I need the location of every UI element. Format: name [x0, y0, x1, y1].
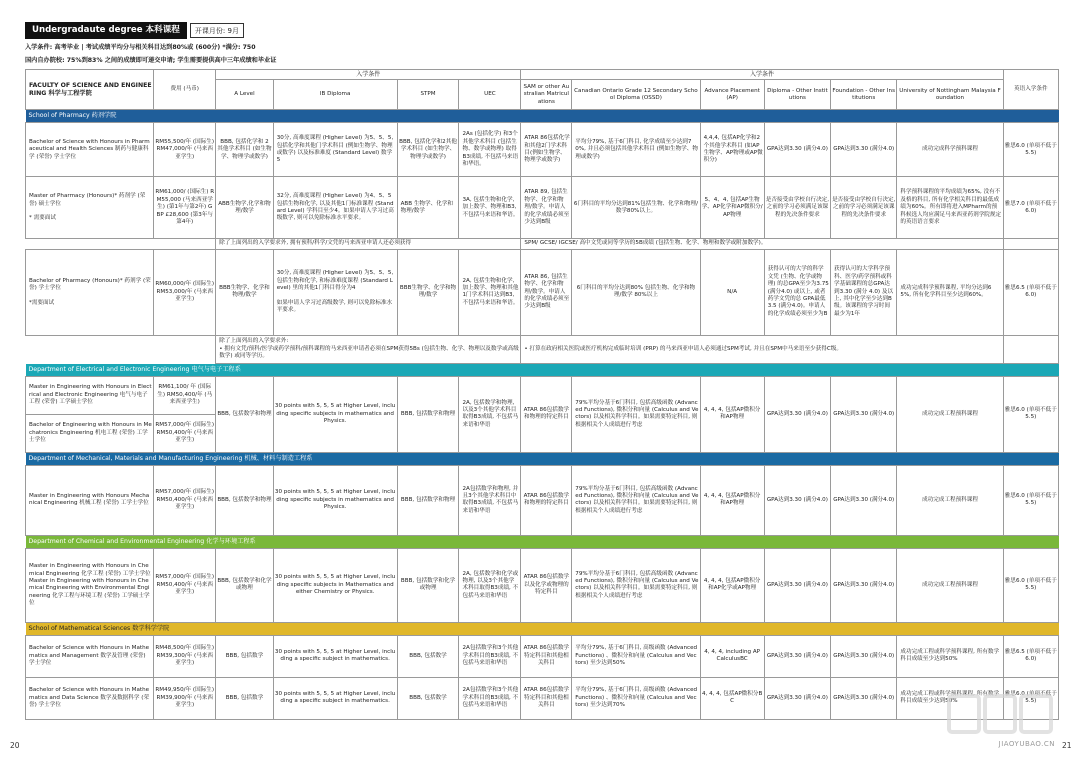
- diploma-cell: GPA达到3.30 (满分4.0): [764, 635, 830, 677]
- table-row: [26, 249, 1059, 335]
- ossd-cell: 平均分79%, 基于6门科目, 高级函数 (Advanced Functions) 、微积分和向量 (Calculus and Vectors) 至少达到70%: [572, 677, 700, 719]
- section-pharmacy: [26, 110, 1059, 123]
- sam-cell: ATAR 86包括数学和物理的特定科目: [521, 376, 572, 452]
- fee-cell: RM57,000/年 (国际生) RM50,400/年 (马来西亚学生): [154, 414, 216, 452]
- english-cell: 雅思6.0 (单项不低于5.5): [1003, 677, 1058, 719]
- stpm-cell: ABB 生物学、化学和物理/数学: [397, 177, 459, 239]
- stpm-header: STPM: [397, 80, 459, 110]
- sam-cell: ATAR 86包括化学和其他2门学术科目(例如生物学、物理学或数学): [521, 123, 572, 177]
- section-title-eee: Department of Electrical and Electronic Engineering 电气与电子工程系: [26, 363, 1059, 376]
- stpm-cell: BBB, 包括数学和物理: [397, 465, 459, 535]
- fee-cell: RM61,000/ (国际生) RM55,000 (马来西亚学生) (第1年与第2年) GBP £28,600 (第3年与 第4年): [154, 177, 216, 239]
- diploma-cell: 获得认可的大学的科学文凭 (生物、化学或物理) 的总GPA至少为3.75 (满分4.0) 或以上, 或者药学文凭的总 GPA最低3.5 (满分4.0)。申请人的化学成绩必须至少为B: [764, 249, 830, 335]
- diploma-cell: GPA达到3.30 (满分4.0): [764, 123, 830, 177]
- program-name: [26, 177, 154, 239]
- section-eee: [26, 363, 1059, 376]
- note-spacer: [26, 239, 154, 249]
- stpm-cell: BBB, 包括数学和化学或物理: [397, 548, 459, 622]
- foundation-cell: GPA达到3.30 (满分4.0): [831, 123, 897, 177]
- ib-cell: 30分, 高难度课程 (Higher Level) 为5、5、5, 包括化学和其他门学术科目 (例如生物学、物理或数学) 以及标准难度 (Standard Level) 数学5: [273, 123, 397, 177]
- program-name: Bachelor of Science with Honours in Mathematics and Data Science 数学及数据科学 (荣誉) 学士学位: [26, 677, 154, 719]
- sam-cell: ATAR 89, 包括生物学、化学和物理/数学。申请人的化学成绩必须至少达到B级: [521, 177, 572, 239]
- table-row: [26, 465, 1059, 535]
- sam-cell: ATAR 86包括数学以及化学或物理的特定科目: [521, 548, 572, 622]
- foundation-cell: 是否接受由学校自行决定, 之前的学习必须满足该课程的先决条件要求: [831, 177, 897, 239]
- diploma-cell: GPA达到3.30 (满分4.0): [764, 548, 830, 622]
- stpm-cell: BBB, 包括数学: [397, 635, 459, 677]
- foundation-cell: GPA达到3.30 (满分4.0): [831, 635, 897, 677]
- english-cell: 雅思7.0 (单项不低于6.0): [1003, 177, 1058, 239]
- program-name: Master in Engineering with Honours Mechanical Engineering 机械工程 (荣誉) 工学士学位: [26, 465, 154, 535]
- program-title-a: Master in Engineering with Honours in Chemical Engineering 化学工程 (荣誉) 工学士学位: [29, 563, 151, 577]
- note-heading: 除了上面列出的入学要求外:: [219, 338, 289, 345]
- unmf-cell: 成功完成工程预科课程: [897, 376, 1003, 452]
- ib-cell: 30 points with 5, 5, 5 at Higher Level, including a specific subject in mathematics.: [273, 677, 397, 719]
- watermark-text: JIAOYUBAO.CN: [998, 740, 1055, 748]
- uec-header: UEC: [459, 80, 521, 110]
- diploma-cell: GPA达到3.30 (满分4.0): [764, 376, 830, 452]
- section-title-pharmacy: School of Pharmacy 药剂学院: [26, 110, 1059, 123]
- sam-cell: ATAR 86包括数学特定科目和其他相关科目: [521, 635, 572, 677]
- interview-note: * 需要面试: [29, 215, 56, 222]
- ib-cell: 30 points with 5, 5, 5 at Higher Level, including specific subjects in mathematics and Physics.: [273, 465, 397, 535]
- foundation-cell: GPA达到3.30 (满分4.0): [831, 465, 897, 535]
- uec-cell: 3A, 包括生物和化学, 加上数学、物理和B3, 不包括马来语和华语。: [459, 177, 521, 239]
- ap-cell: 4, 4, 4, 包括AP微积分BC: [700, 677, 764, 719]
- stpm-cell: BBB, 包括化学和2其他学术科目 (如生物学、物理学或数学): [397, 123, 459, 177]
- a-level-cell: BBB, 包括数学: [216, 635, 274, 677]
- uec-cell: 2A, 包括数学和物理, 以及3个其他学术科目取得B3成绩, 不包括马来语和华语: [459, 376, 521, 452]
- interview-note: *需要面试: [29, 299, 55, 306]
- header-row-1: [26, 70, 1059, 80]
- program-name: Master in Engineering with Honours in Electrical and Electronic Engineering 电气与电子工程 (荣誉) 工学硕士学位: [26, 376, 154, 414]
- ib-cell: [273, 249, 397, 335]
- sam-cell: ATAR 86包括数学和物理的特定科目: [521, 465, 572, 535]
- table-row: [26, 677, 1059, 719]
- fee-cell: RM60,000/年 (国际生) RM53,000/年 (马来西亚学生): [154, 249, 216, 335]
- english-cell: 雅思6.0 (单项不低于5.5): [1003, 548, 1058, 622]
- ossd-cell: 平均分79%, 基于6门科目, 化学成绩至少达到70%, 并且必须包括其他学术科目 (例如生物学、物理或数学): [572, 123, 700, 177]
- section-mech: [26, 452, 1059, 465]
- ossd-header: Canadian Ontario Grade 12 Secondary School Diploma (OSSD): [572, 80, 700, 110]
- uec-cell: 2A, 包括数学和化学或物理, 以及3个其他学术科目取得B3成绩, 不包括马来语和华语: [459, 548, 521, 622]
- section-math: [26, 622, 1059, 635]
- ap-header: Advance Placement (AP): [700, 80, 764, 110]
- faculty-header: FACULTY OF SCIENCE AND ENGINEERING 科学与工程学院: [26, 70, 154, 110]
- program-name: [26, 249, 154, 335]
- unmf-cell: 科学预科课程的平均成绩为65%, 没有不及格的科目, 所有化学相关科目的最低成绩为60%。所有即将进入MPharm的预科候选人均应满足马来西亚药剂学院规定的英语语言要求: [897, 177, 1003, 239]
- ib-cell: 30 points with 5, 5, 5 at Higher Level, including specific subjects in mathematics and Physics.: [273, 376, 397, 452]
- a-level-cell: BBB, 包括数学: [216, 677, 274, 719]
- watermark-logo-icon: [945, 690, 1055, 740]
- ap-cell: 4, 4, 4, including AP CalculusBC: [700, 635, 764, 677]
- stpm-cell: BBB, 包括数学和物理: [397, 376, 459, 452]
- ib-cell: 30 points with 5, 5, 5 at Higher Level, including a specific subject in mathematics.: [273, 635, 397, 677]
- section-title-mech: Department of Mechanical, Materials and Manufacturing Engineering 机械、材料与制造工程系: [26, 452, 1059, 465]
- unmf-cell: 成功完成工程预科课程: [897, 548, 1003, 622]
- note-spacer: [154, 239, 216, 249]
- english-cell: 雅思6.0 (单项不低于5.5): [1003, 123, 1058, 177]
- ib-cell: 30 points with 5, 5, 5 at Higher Level, including specific subjects in Mathematics and either Chemistry or Physics.: [273, 548, 397, 622]
- pharmacy-note-3: [216, 335, 521, 363]
- a-level-cell: BBB, 包括数学和化学或物理: [216, 548, 274, 622]
- uec-cell: 2As (包括化学) 和3个其他学术科目 (包括生物、数学或物理) 取得B3成绩, 不包括马来语和华语。: [459, 123, 521, 177]
- ib-header: IB Diploma: [273, 80, 397, 110]
- ap-cell: 4,4,4, 包括AP化学和2个其他学术科目 (如AP生物学、AP物理或AP微积分): [700, 123, 764, 177]
- ap-cell: 4, 4, 4, 包括AP微积分和AP化学或AP物理: [700, 548, 764, 622]
- uec-cell: 2A包括数学和物理, 并且3个其他学术科目中取得B3成绩, 不包括马来语和华语: [459, 465, 521, 535]
- pharmacy-note-2: SPM/ GCSE/ IGCSE/ 高中文凭或同等学历的5B成绩 (包括生物、化学、物理和数学或附加数学)。: [521, 239, 1003, 249]
- sam-cell: ATAR 86包括数学特定科目和其他相关科目: [521, 677, 572, 719]
- ib-text-2: 如果申请人学习过高级数学, 则可以免除标准水平要求。: [276, 299, 393, 314]
- page-number-right: 21: [1062, 741, 1072, 750]
- english-cell: 雅思6.5 (单项不低于6.0): [1003, 249, 1058, 335]
- page-number-left: 20: [10, 741, 20, 750]
- note-bullet-1: • 拥有文凭/预科/医学或药学预科/预科课程的马来西亚申请者必须在SPM获得5Bs (包括生物、化学、物理以及数学或高级数学) 或同等学历。: [219, 345, 519, 360]
- program-title: Master of Pharmacy (Honours)* 药剂学 (荣誉) 硕士学位: [29, 193, 146, 207]
- entry-requirement-line-1: 入学条件: 高考毕业 | 考试成绩平均分与相关科目达到80%或 (600分) *满分: 750: [25, 44, 256, 51]
- fee-cell: RM57,000/年 (国际生) RM50,400/年 (马来西亚学生): [154, 548, 216, 622]
- section-title-chem: Department of Chemical and Environmental Engineering 化学与环境工程系: [26, 535, 1059, 548]
- note-spacer: [154, 335, 216, 363]
- english-header: 英语入学条件: [1003, 70, 1058, 110]
- fee-cell: RM57,000/年 (国际生) RM50,400/年 (马来西亚学生): [154, 465, 216, 535]
- english-cell: 雅思6.0 (单项不低于5.5): [1003, 465, 1058, 535]
- program-name: Bachelor of Engineering with Honours in Mechatronics Engineering 机电工程 (荣誉) 工学士学位: [26, 414, 154, 452]
- course-sheet: [25, 22, 1059, 720]
- ossd-cell: 平均分79%, 基于6门科目, 高级函数 (Advanced Functions) 、微积分和向量 (Calculus and Vectors) 至少达到50%: [572, 635, 700, 677]
- diploma-header: Diploma - Other Institutions: [764, 80, 830, 110]
- ap-cell: N/A: [700, 249, 764, 335]
- a-level-header: A Level: [216, 80, 274, 110]
- foundation-cell: GPA达到3.30 (满分4.0): [831, 548, 897, 622]
- section-chem: [26, 535, 1059, 548]
- a-level-cell: ABB生物学,化学和物理/数学: [216, 177, 274, 239]
- english-cell: 雅思6.0 (单项不低于5.5): [1003, 376, 1058, 452]
- page-title: Undergradaute degree 本科课程: [25, 22, 187, 39]
- stpm-cell: BBB生物学、化学和物理/数学: [397, 249, 459, 335]
- note-spacer: [1003, 335, 1058, 363]
- unmf-cell: 成功完成科学预科课程, 平均分达到65%, 所有化学科目至少达到60%。: [897, 249, 1003, 335]
- fee-cell: RM49,950/年 (国际生) RM39,900/年 (马来西亚学生): [154, 677, 216, 719]
- table-row: [26, 177, 1059, 239]
- foundation-header: Foundation - Other Institutions: [831, 80, 897, 110]
- a-level-cell: BBB, 包括数学和物理: [216, 376, 274, 452]
- a-level-cell: BBB, 包括数学和物理: [216, 465, 274, 535]
- note-spacer: [26, 335, 154, 363]
- unmf-cell: 成功完成科学预科课程: [897, 123, 1003, 177]
- program-name: Bachelor of Science with Honours in Pharmaceutical and Health Sciences 制药与健康科学 (荣誉) 学士学位: [26, 123, 154, 177]
- pharmacy-note-1: 除了上面列出的入学要求外, 拥有预科/科学/文凭的马来西亚申请人还必须获得: [216, 239, 521, 249]
- section-title-math: School of Mathematical Sciences 数学科学学院: [26, 622, 1059, 635]
- program-name: [26, 548, 154, 622]
- foundation-cell: GPA达到3.30 (满分4.0): [831, 376, 897, 452]
- program-name: Bachelor of Science with Honours in Mathematics and Management 数学及管理 (荣誉) 学士学位: [26, 635, 154, 677]
- ossd-cell: 79%平均分基于6门科目, 包括高级函数 (Advanced Functions), 微积分和向量 (Calculus and Vectors) 以及相关科学科目。如果需要特定科目, 则根据相关个人成绩进行考虑: [572, 376, 700, 452]
- ossd-cell: 6门科目的平均分达到80% 包括生物、化学和物理/数学 80%以上: [572, 249, 700, 335]
- ib-text-1: 30分, 高难度课程 (Higher Level) 为5、5、5, 包括生物和化学, 和标准难度课程 (Standard Level) 里的其他1门科目得分为4: [276, 270, 394, 291]
- title-bar: [25, 22, 1059, 39]
- ap-cell: 4, 4, 4, 包括AP微积分和AP物理: [700, 376, 764, 452]
- uec-cell: 2A包括数学和3个其他学术科目的B3成绩, 不包括马来语和华语: [459, 677, 521, 719]
- pharmacy-note-5: • 打算在政府相关医院或医疗机构完成临时培训 (PRP) 的马来西亚申请人必须通过SPM考试, 并且在SPM中马来语至少获得C级。: [521, 335, 1003, 363]
- table-row: [26, 123, 1059, 177]
- fee-header: 费用 (马币): [154, 70, 216, 110]
- table-row: [26, 635, 1059, 677]
- note-row: [26, 335, 1059, 363]
- unmf-cell: 成功完成工程预科课程: [897, 465, 1003, 535]
- ossd-cell: 79%平均分基于6门科目, 包括高级函数 (Advanced Functions), 微积分和向量 (Calculus and Vectors) 以及相关科学科目。如果需要特定科目, 则根据相关个人成绩进行考虑: [572, 465, 700, 535]
- a-level-cell: BBB生物学、化学和物理/数学: [216, 249, 274, 335]
- foundation-cell: GPA达到3.30 (满分4.0): [831, 677, 897, 719]
- fee-cell: RM55,500/年 (国际生) RM47,000/年 (马来西亚学生): [154, 123, 216, 177]
- diploma-cell: GPA达到3.30 (满分4.0): [764, 677, 830, 719]
- entry-group-header-2: 入学条件: [521, 70, 1003, 80]
- english-cell: 雅思6.5 (单项不低于6.0): [1003, 635, 1058, 677]
- fee-cell: RM48,500/年 (国际生) RM39,300/年 (马来西亚学生): [154, 635, 216, 677]
- diploma-cell: GPA达到3.30 (满分4.0): [764, 465, 830, 535]
- table-row: [26, 548, 1059, 622]
- unmf-cell: 成功完成工程或科学预科课程, 所有数学科目成绩至少达到50%: [897, 677, 1003, 719]
- ap-cell: 4, 4, 4, 包括AP微积分和AP物理: [700, 465, 764, 535]
- ap-cell: 5、4、4, 包括AP生物学、AP化学和AP微积分/AP物理: [700, 177, 764, 239]
- fee-cell: RM61,100/ 年 (国际生) RM50,400/年 (马来西亚学生): [154, 376, 216, 414]
- ib-cell: 32分, 高难度课程 (Higher Level) 为4、5、5 包括生物和化学, 以及其他1门标准课程 (Standard Level) 学科目至少4。如果申请人学习过高级数学, 则可以免除标准水平要求。: [273, 177, 397, 239]
- entry-requirement-line-2: 国内自办院校: 75%到83% 之间的成绩即可递交申请; 学生需要提供高中三年成绩和毕业证: [25, 57, 277, 64]
- unmf-header: University of Nottingham Malaysia Foundation: [897, 80, 1003, 110]
- ossd-cell: 6门科目的平均分达到81%包括生物、化学和物理/数学80%以上。: [572, 177, 700, 239]
- a-level-cell: BBB, 包括化学和 2 其他学术科目 (如生物学、物理学或数学): [216, 123, 274, 177]
- intake-badge: 开课月份: 9月: [190, 23, 244, 38]
- unmf-cell: 成功完成工程或科学预科课程, 所有数学科目成绩至少达到50%: [897, 635, 1003, 677]
- sam-cell: ATAR 86, 包括生物学、化学和物理/数学。申请人的化学成绩必须至少达到B级: [521, 249, 572, 335]
- program-title: Bachelor of Pharmacy (Honours)* 药剂学 (荣誉) 学士学位: [29, 277, 151, 291]
- stpm-cell: BBB, 包括数学: [397, 677, 459, 719]
- entry-group-header-1: 入学条件: [216, 70, 521, 80]
- note-row: [26, 239, 1059, 249]
- program-title-b: Master in Engineering with Honours in Chemical Engineering with Environmental Engineering 化学工程与环境工程 (荣誉) 工学硕士学位: [29, 577, 150, 607]
- note-spacer: [1003, 239, 1058, 249]
- foundation-cell: 获得认可的大学科学预科、医学/药学预科或科学基础课程的总GPA达到3.30 (满分 4.0) 及以上, 其中化学至少达到B级。该课程的学习时间最少为1年: [831, 249, 897, 335]
- uec-cell: 2A, 包括生物和化学, 加上数学、物理和其他1门学术科目达到B3, 不包括马来语和华语。: [459, 249, 521, 335]
- diploma-cell: 是否接受由学校自行决定, 之前的学习必须满足该课程的先决条件要求: [764, 177, 830, 239]
- sam-header: SAM or other Australian Matriculations: [521, 80, 572, 110]
- course-table: [25, 69, 1059, 720]
- uec-cell: 2A包括数学和3个其他学术科目的B3成绩, 不包括马来语和华语: [459, 635, 521, 677]
- table-row: [26, 376, 1059, 414]
- ossd-cell: 79%平均分基于6门科目, 包括高级函数 (Advanced Functions), 微积分和向量 (Calculus and Vectors) 以及相关科学科目。如果需要特定科目, 则根据相关个人成绩进行考虑: [572, 548, 700, 622]
